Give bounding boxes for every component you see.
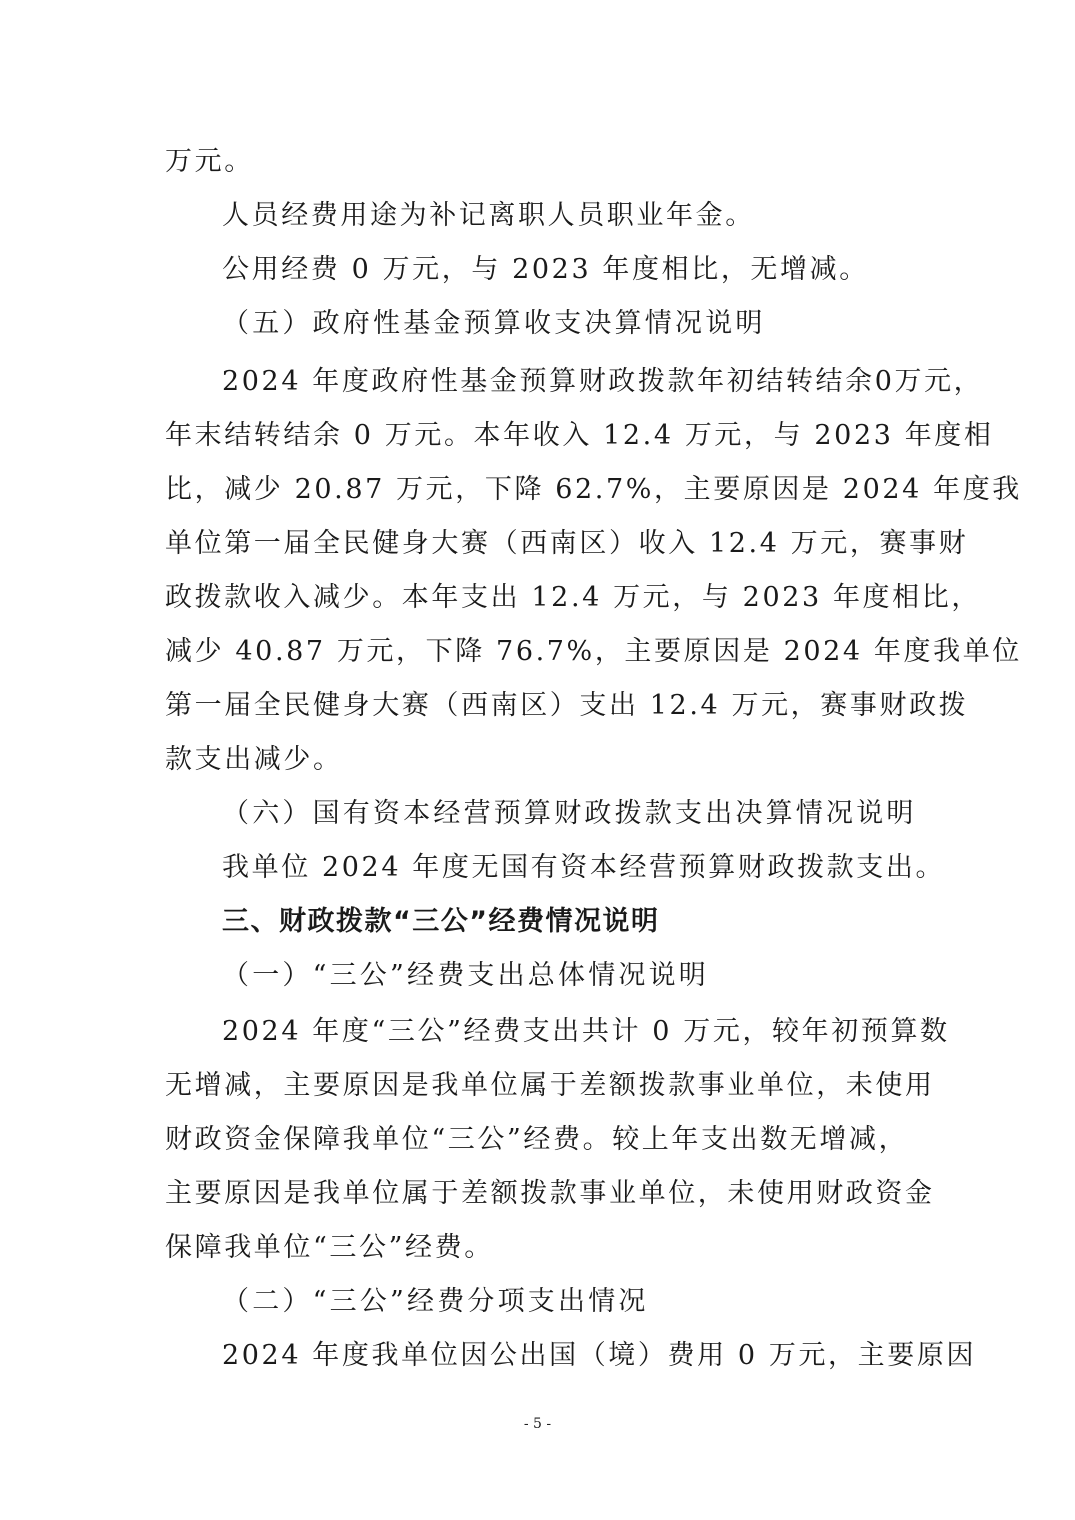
paragraph-line: 万元。: [165, 146, 254, 177]
paragraph-line: 政拨款收入减少。本年支出 12.4 万元，与 2023 年度相比，: [165, 582, 981, 613]
section-heading: 三、财政拨款“三公”经费情况说明: [222, 906, 660, 937]
paragraph-line: 财政资金保障我单位“三公”经费。较上年支出数无增减，: [165, 1124, 909, 1155]
paragraph-line: 人员经费用途为补记离职人员职业年金。: [222, 200, 755, 231]
paragraph-line: 无增减，主要原因是我单位属于差额拨款事业单位，未使用: [165, 1070, 935, 1101]
paragraph-line: 款支出减少。: [165, 744, 343, 775]
section-subheading: （一）“三公”经费支出总体情况说明: [222, 960, 710, 991]
paragraph-line: 单位第一届全民健身大赛（西南区）收入 12.4 万元，赛事财: [165, 528, 969, 559]
paragraph-line: 比，减少 20.87 万元，下降 62.7%，主要原因是 2024 年度我: [165, 474, 1022, 505]
paragraph-line: 减少 40.87 万元，下降 76.7%，主要原因是 2024 年度我单位: [165, 636, 1022, 667]
section-subheading: （六）国有资本经营预算财政拨款支出决算情况说明: [222, 798, 917, 829]
paragraph-line: 2024 年度政府性基金预算财政拨款年初结转结余0万元，: [222, 366, 984, 397]
paragraph-line: 公用经费 0 万元，与 2023 年度相比，无增减。: [222, 254, 869, 285]
paragraph-line: 我单位 2024 年度无国有资本经营预算财政拨款支出。: [222, 852, 946, 883]
paragraph-line: 第一届全民健身大赛（西南区）支出 12.4 万元，赛事财政拨: [165, 690, 969, 721]
section-subheading: （二）“三公”经费分项支出情况: [222, 1286, 649, 1317]
paragraph-line: 主要原因是我单位属于差额拨款事业单位，未使用财政资金: [165, 1178, 935, 1209]
paragraph-line: 年末结转结余 0 万元。本年收入 12.4 万元，与 2023 年度相: [165, 420, 994, 451]
section-subheading: （五）政府性基金预算收支决算情况说明: [222, 308, 766, 339]
paragraph-line: 2024 年度“三公”经费支出共计 0 万元，较年初预算数: [222, 1016, 950, 1047]
paragraph-line: 2024 年度我单位因公出国（境）费用 0 万元，主要原因: [222, 1340, 977, 1371]
paragraph-line: 保障我单位“三公”经费。: [165, 1232, 494, 1263]
page-number: - 5 -: [523, 1416, 552, 1432]
